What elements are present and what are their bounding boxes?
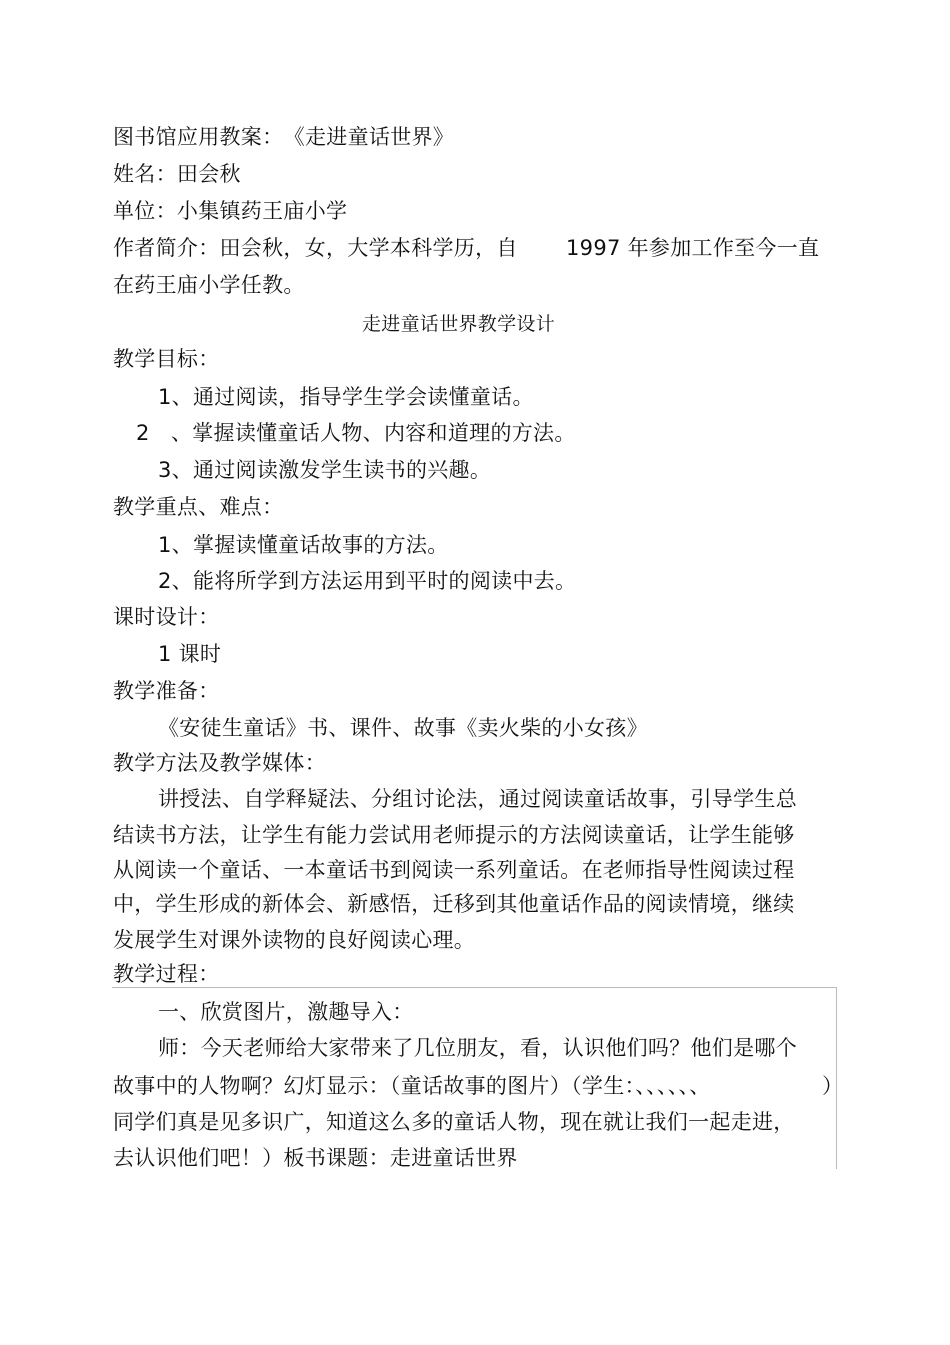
objectives-heading: 教学目标： bbox=[113, 347, 220, 371]
process-heading: 教学过程： bbox=[113, 962, 220, 986]
author-bio-part1: 作者简介：田会秋，女，大学本科学历，自 bbox=[113, 236, 518, 260]
process-step-heading: 一、欣赏图片，激趣导入： bbox=[158, 1000, 414, 1024]
author-bio-part2: 1997 年参加工作至今一直 bbox=[566, 236, 820, 260]
process-text-line: 师：今天老师给大家带来了几位朋友，看，认识他们吗？他们是哪个 bbox=[158, 1036, 797, 1060]
methods-paragraph-line: 讲授法、自学释疑法、分组讨论法，通过阅读童话故事，引导学生总 bbox=[158, 787, 797, 811]
methods-paragraph-line: 中，学生形成的新体会、新感悟，迁移到其他童话作品的阅读情境，继续 bbox=[113, 892, 795, 916]
objective-item: 1、通过阅读，指导学生学会读懂童话。 bbox=[158, 385, 534, 409]
methods-paragraph-line: 发展学生对课外读物的良好阅读心理。 bbox=[113, 928, 476, 952]
process-closing-paren: ） bbox=[822, 1074, 844, 1098]
process-text-line: 同学们真是见多识广，知道这么多的童话人物，现在就让我们一起走进， bbox=[113, 1110, 795, 1134]
key-points-heading: 教学重点、难点： bbox=[113, 495, 284, 519]
process-text-line: 故事中的人物啊？幻灯显示：（童话故事的图片）（学生：、、、、、、 bbox=[113, 1074, 711, 1098]
preparation-text: 《安徒生童话》书、课件、故事《卖火柴的小女孩》 bbox=[158, 716, 648, 740]
process-text-line: 去认识他们吧！）板书课题：走进童话世界 bbox=[113, 1146, 518, 1170]
lesson-plan-title: 图书馆应用教案： 《走进童话世界》 bbox=[113, 125, 455, 149]
author-bio-continued: 在药王庙小学任教。 bbox=[113, 273, 305, 297]
author-name: 姓名：田会秋 bbox=[113, 162, 241, 186]
document-title: 走进童话世界教学设计 bbox=[362, 313, 556, 335]
objective-item: 3、通过阅读激发学生读书的兴趣。 bbox=[158, 458, 492, 482]
objective-item: 2 、掌握读懂童话人物、内容和道理的方法。 bbox=[136, 421, 576, 445]
methods-heading: 教学方法及教学媒体： bbox=[113, 751, 326, 775]
class-hours-heading: 课时设计： bbox=[113, 605, 220, 629]
class-hours-value: 1 课时 bbox=[158, 642, 222, 666]
author-unit: 单位：小集镇药王庙小学 bbox=[113, 199, 348, 223]
preparation-heading: 教学准备： bbox=[113, 679, 220, 703]
methods-paragraph-line: 从阅读一个童话、一本童话书到阅读一系列童话。在老师指导性阅读过程 bbox=[113, 858, 795, 882]
methods-paragraph-line: 结读书方法，让学生有能力尝试用老师提示的方法阅读童话，让学生能够 bbox=[113, 823, 795, 847]
key-point-item: 1、掌握读懂童话故事的方法。 bbox=[158, 533, 449, 557]
key-point-item: 2、能将所学到方法运用到平时的阅读中去。 bbox=[158, 569, 577, 593]
